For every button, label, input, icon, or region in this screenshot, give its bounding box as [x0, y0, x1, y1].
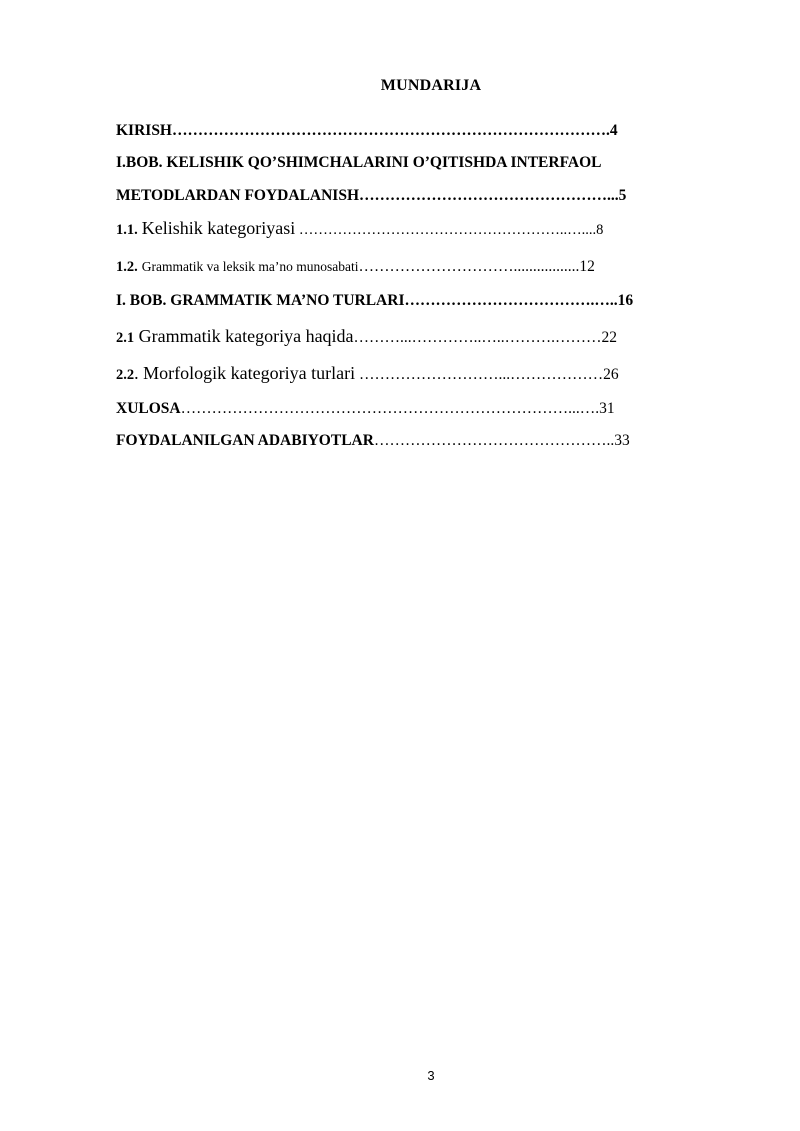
toc-entry-2-2[interactable]	[116, 364, 619, 383]
toc-entry-adabiyotlar[interactable]	[116, 433, 630, 449]
toc-entry-chapter-2[interactable]: I. BOB. GRAMMATIK MA’NO TURLARI……………………………….…..16	[116, 292, 634, 309]
toc-entry-number: 2.2	[116, 367, 135, 383]
toc-entry-dots: ………………………………………………..…....8	[295, 222, 604, 238]
toc-entry-1-2[interactable]	[116, 259, 595, 275]
toc-entry-dots: ………………………...………………26	[355, 366, 619, 383]
toc-entry-title: . Morfologik kategoriya turlari	[134, 363, 356, 383]
page-number: 3	[427, 1068, 435, 1083]
toc-entry-title: Grammatik kategoriya haqida	[134, 326, 354, 346]
toc-entry-number: 2.1	[116, 330, 135, 346]
toc-entry-dots: ………...…………..…..……….………22	[353, 329, 618, 346]
toc-entry-title: Grammatik va leksik ma’no munosabati	[141, 259, 359, 274]
toc-entry-number: 1.1.	[116, 222, 138, 238]
toc-entry-chapter-1-line-1[interactable]: I.BOB. KELISHIK QO’SHIMCHALARINI O’QITISHDA INTERFAOL	[116, 154, 602, 171]
toc-entry-kirish[interactable]: KIRISH………………………………………………………………………….4	[116, 122, 618, 139]
toc-entry-title: Kelishik kategoriyasi	[141, 218, 296, 238]
toc-entry-number: 1.2.	[116, 259, 138, 275]
toc-entry-dots: …………………………………………………………………...….31	[180, 400, 615, 417]
toc-entry-label: XULOSA	[116, 400, 181, 417]
toc-entry-dots: ………………………………………..33	[373, 432, 630, 449]
toc-entry-2-1[interactable]	[116, 327, 617, 346]
toc-entry-xulosa[interactable]	[116, 401, 615, 417]
toc-entry-1-1[interactable]	[116, 219, 603, 238]
page-title: MUNDARIJA	[380, 77, 482, 94]
toc-entry-chapter-1-line-2[interactable]: METODLARDAN FOYDALANISH…………………………………………...5	[116, 187, 627, 204]
toc-entry-label: FOYDALANILGAN ADABIYOTLAR	[116, 432, 374, 449]
toc-entry-dots: ………………………….................12	[358, 258, 595, 275]
